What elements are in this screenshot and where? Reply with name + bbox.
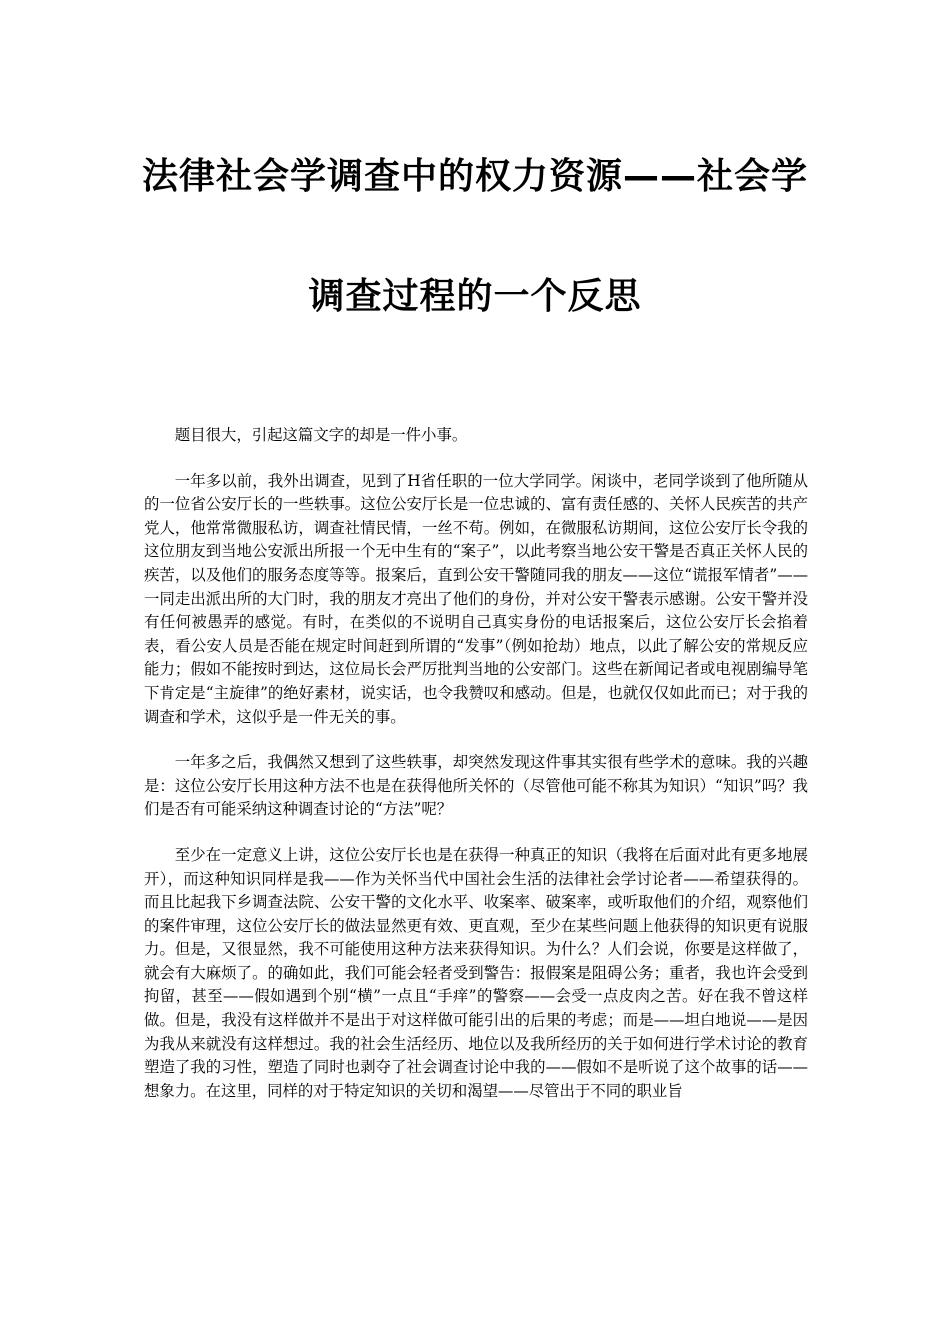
document-title-line-2: 调查过程的一个反思: [308, 276, 642, 317]
paragraph-1: 题目很大，引起这篇文字的却是一件小事。: [174, 426, 468, 444]
paragraph-4: 至少在一定意义上讲，这位公安厅长也是在获得一种真正的知识（我将在后面对此有更多地展开），而这种知识同样是我——作为关怀当代中国社会生活的法律社会学讨论者——希望获得的。而且比起我下乡调查法院、公安干警的文化水平、收案率、破案率，或听取他们的介绍，观察他们的案件审理，这位公安厅长的做法显然更有效、更直观，至少在某些问题上他获得的知识更有说服力。但是，又很显然，我不可能使用这种方法来获得知识。为什么？人们会说，你要是这样做了，就会有大麻烦了。的确如此，我们可能会轻者受到警告：报假案是阻碍公务；重者，我也许会受到拘留，甚至——假如遇到个别“横”一点且“手痒”的警察——会受一点皮肉之苦。好在我不曾这样做。但是，我没有这样做并不是出于对这样做可能引出的后果的考虑；而是——坦白地说——是因为我从来就没有这样想过。我的社会生活经历、地位以及我所经历的关于如何进行学术讨论的教育塑造了我的习性，塑造了同时也剥夺了社会调查讨论中我的——假如不是听说了这个故事的话——想象力。在这里，同样的对于特定知识的关切和渴望——尽管出于不同的职业旨: [144, 845, 808, 1100]
document-title-line-1: 法律社会学调查中的权力资源——社会学: [141, 156, 808, 197]
paragraph-2: 一年多以前，我外出调查，见到了H省任职的一位大学同学。闲谈中，老同学谈到了他所随从的一位省公安厅长的一些轶事。这位公安厅长是一位忠诚的、富有责任感的、关怀人民疾苦的共产党人，他常常微服私访，调查社情民情，一丝不苟。例如，在微服私访期间，这位公安厅长令我的这位朋友到当地公安派出所报一个无中生有的“案子”，以此考察当地公安干警是否真正关怀人民的疾苦，以及他们的服务态度等等。报案后，直到公安干警随同我的朋友——这位“谎报军情者”——一同走出派出所的大门时，我的朋友才亮出了他们的身份，并对公安干警表示感谢。公安干警并没有任何被愚弄的感觉。有时，在类似的不说明自己真实身份的电话报案后，这位公安厅长会掐着表，看公安人员是否能在规定时间赶到所谓的“发事”（例如抢劫）地点，以此了解公安的常规反应能力；假如不能按时到达，这位局长会严厉批判当地的公安部门。这些在新闻记者或电视剧编导笔下肯定是“主旋律”的绝好素材，说实话，也令我赞叹和感动。但是，也就仅仅如此而已；对于我的调查和学术，这似乎是一件无关的事。: [144, 471, 808, 726]
paragraph-3: 一年多之后，我偶然又想到了这些轶事，却突然发现这件事其实很有些学术的意味。我的兴趣是：这位公安厅长用这种方法不也是在获得他所关怀的（尽管他可能不称其为知识）“知识”吗？我们是否有可能采纳这种调查讨论的“方法”呢？: [144, 753, 808, 819]
document-body: [144, 424, 808, 1125]
